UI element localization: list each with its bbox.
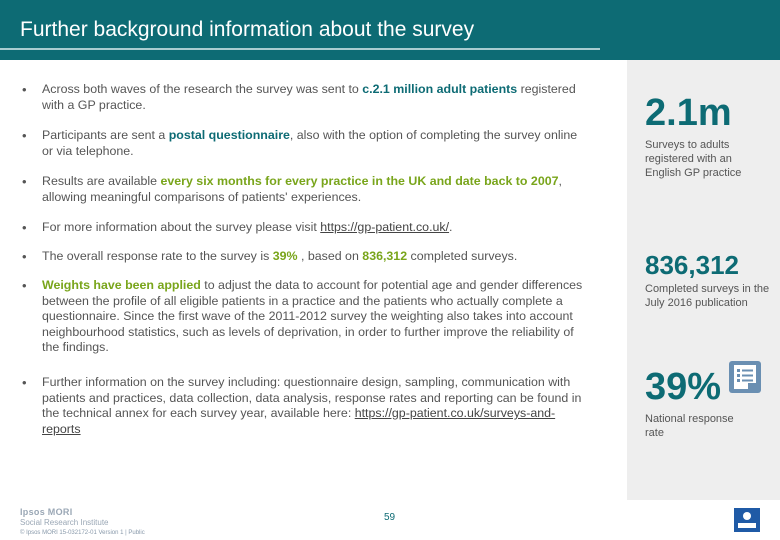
logo-subtitle: Social Research Institute <box>20 518 109 527</box>
highlight-text: c.2.1 million adult patients <box>362 82 518 96</box>
ipsos-mori-logo: Ipsos MORI <box>20 507 73 517</box>
stat-caption-response-rate: National response rate <box>645 413 734 439</box>
bullet-text <box>42 249 590 265</box>
text-span: . <box>449 220 453 234</box>
highlight-text: 39% <box>272 249 298 263</box>
stat-value-completed: 836,312 <box>645 250 739 280</box>
stat-value-response-rate: 39% <box>645 366 722 408</box>
text-span: , based on <box>297 249 363 263</box>
surveys-reports-link[interactable]: https://gp-patient.co.uk/surveys-and-reports <box>42 406 556 436</box>
text-span: The overall response rate to the survey is <box>42 249 273 263</box>
text-span: For more information about the survey please visit <box>42 220 321 234</box>
page-title: Further background information about the survey <box>20 18 475 41</box>
title-underline <box>0 48 600 50</box>
bullet-text <box>42 278 590 356</box>
highlight-text: every six months for every practice in the UK and date back to 2007 <box>160 174 559 188</box>
highlight-text: postal questionnaire <box>168 128 290 142</box>
stat-caption-surveys-sent: Surveys to adults registered with an English GP practice <box>645 139 742 179</box>
ipsos-logo-icon <box>734 508 760 532</box>
text-span: registered with a GP practice. <box>42 82 576 112</box>
highlight-text: Weights have been applied <box>42 278 201 292</box>
bullet-dot: • <box>22 375 27 390</box>
text-span: to adjust the data to account for potential age and gender differences between the profile of all eligible patients in a practice and the patients who actually complete a questionnaire. Since the first wave of the 2011-2012 survey the weighting also takes into account neighbourhood statistics, such as levels of deprivation, in order to further improve the reliability of the findings. <box>42 278 583 355</box>
page-number: 59 <box>384 512 396 523</box>
bullet-text <box>42 375 590 437</box>
text-span: Results are available <box>42 174 161 188</box>
bullet-text <box>42 128 590 159</box>
bullet-dot: • <box>22 82 27 97</box>
text-span: Further information on the survey including: questionnaire design, sampling, communication with patients and practices, data collection, data analysis, response rates and reporting can be found in the technical annex for each survey year, available here: <box>42 375 582 421</box>
text-span: Participants are sent a <box>42 128 169 142</box>
bullet-dot: • <box>22 174 27 189</box>
bullet-text <box>42 174 590 205</box>
bullet-text <box>42 82 590 113</box>
bullet-dot: • <box>22 249 27 264</box>
stat-value-surveys-sent: 2.1m <box>645 92 732 134</box>
text-span: Across both waves of the research the survey was sent to <box>42 82 363 96</box>
text-span: completed surveys. <box>407 249 518 263</box>
survey-website-link[interactable]: https://gp-patient.co.uk/ <box>320 220 450 234</box>
footer-copyright: © Ipsos MORI 15-032172-01 Version 1 | Public <box>20 530 145 536</box>
stat-caption-completed: Completed surveys in the July 2016 publication <box>645 283 770 309</box>
ipsos-badge-icon <box>734 508 760 532</box>
bullet-dot: • <box>22 278 27 293</box>
highlight-text: 836,312 <box>362 249 408 263</box>
bullet-dot: • <box>22 128 27 143</box>
text-span: , also with the option of completing the survey online or via telephone. <box>42 128 578 158</box>
text-span: , allowing meaningful comparisons of patients' experiences. <box>42 174 562 204</box>
header-bar <box>0 0 780 60</box>
bullet-dot: • <box>22 220 27 235</box>
bullet-text <box>42 220 590 236</box>
document-icon <box>728 360 762 394</box>
